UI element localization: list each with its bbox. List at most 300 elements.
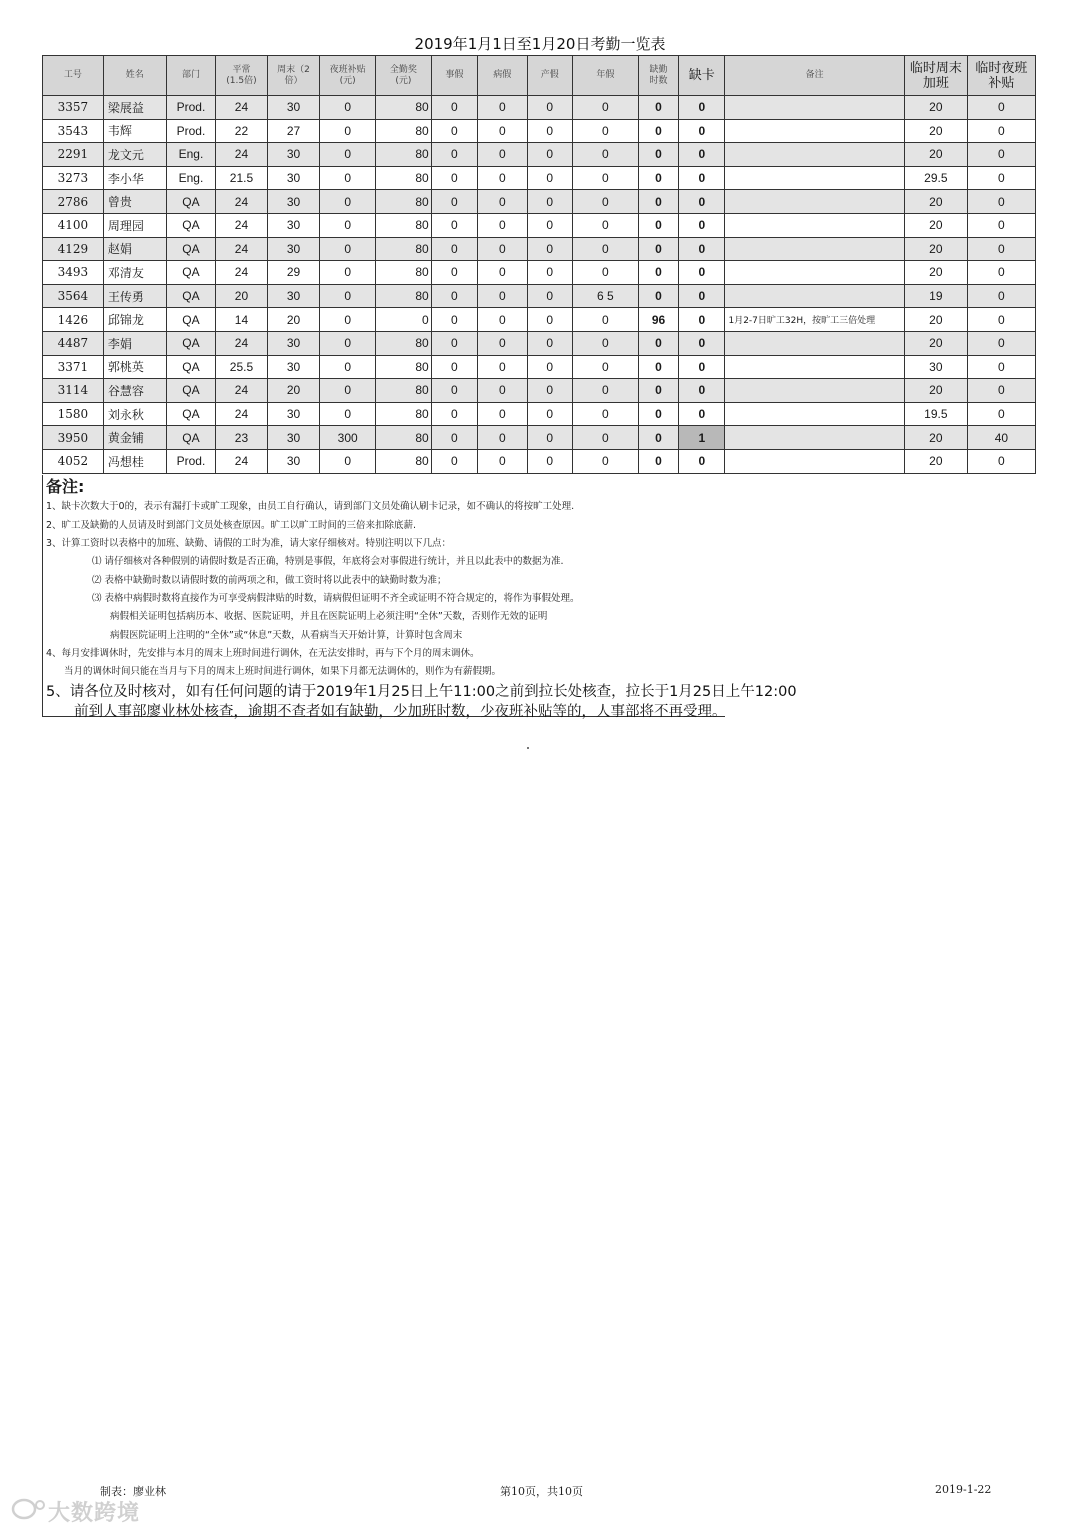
- col-header-temp-night-allowance: 临时夜班 补贴: [967, 56, 1035, 96]
- cell-name: 赵娟: [103, 237, 166, 261]
- cell-annual-leave: 0: [572, 331, 638, 355]
- cell-missed-card: 0: [679, 261, 725, 285]
- cell-ot-weekend: 30: [267, 190, 320, 214]
- cell-annual-leave: 0: [572, 449, 638, 473]
- cell-maternity-leave: 0: [527, 308, 572, 332]
- cell-ot-weekend: 30: [267, 402, 320, 426]
- cell-night-allowance: 0: [320, 308, 376, 332]
- cell-remark: [725, 331, 904, 355]
- cell-ot-weekend: 20: [267, 308, 320, 332]
- cell-personal-leave: 0: [431, 379, 477, 403]
- table-row: [43, 426, 1036, 450]
- cell-id: 4487: [43, 331, 104, 355]
- cell-attendance-bonus: 80: [376, 355, 432, 379]
- cell-attendance-bonus: 80: [376, 449, 432, 473]
- cell-attendance-bonus: 0: [376, 308, 432, 332]
- cell-annual-leave: 0: [572, 96, 638, 120]
- cell-annual-leave: 0: [572, 119, 638, 143]
- cell-remark: [725, 237, 904, 261]
- cell-temp-night-allowance: 0: [967, 331, 1035, 355]
- cell-personal-leave: 0: [431, 426, 477, 450]
- cell-ot-normal: 24: [216, 449, 268, 473]
- cell-temp-night-allowance: 0: [967, 166, 1035, 190]
- cell-night-allowance: 0: [320, 166, 376, 190]
- cell-attendance-bonus: 80: [376, 237, 432, 261]
- col-header-remark: 备注: [725, 56, 904, 96]
- cell-ot-weekend: 30: [267, 449, 320, 473]
- cell-ot-normal: 24: [216, 96, 268, 120]
- cell-missed-card: 0: [679, 331, 725, 355]
- note-3: 3、计算工资时以表格中的加班、缺勤、请假的工时为准，请大家仔细核对。特别注明以下几点：: [46, 538, 452, 549]
- cell-absence-hours: 0: [638, 355, 678, 379]
- cell-temp-night-allowance: 0: [967, 261, 1035, 285]
- cell-temp-night-allowance: 0: [967, 143, 1035, 167]
- cell-name: 李娟: [103, 331, 166, 355]
- cell-temp-night-allowance: 0: [967, 96, 1035, 120]
- table-row: [43, 308, 1036, 332]
- cell-remark: [725, 143, 904, 167]
- cell-ot-weekend: 30: [267, 96, 320, 120]
- table-row: [43, 402, 1036, 426]
- cell-ot-weekend: 20: [267, 379, 320, 403]
- scan-speck: [527, 747, 529, 749]
- cell-absence-hours: 0: [638, 96, 678, 120]
- cell-personal-leave: 0: [431, 143, 477, 167]
- page-title: 2019年1月1日至1月20日考勤一览表: [414, 35, 666, 53]
- cell-temp-night-allowance: 0: [967, 119, 1035, 143]
- note-3-2: ⑵ 表格中缺勤时数以请假时数的前两项之和，做工资时将以此表中的缺勤时数为准；: [92, 575, 447, 586]
- cell-remark: [725, 355, 904, 379]
- cell-missed-card: 0: [679, 237, 725, 261]
- cell-ot-weekend: 30: [267, 426, 320, 450]
- cell-temp-weekend-ot: 19: [904, 284, 967, 308]
- cell-personal-leave: 0: [431, 119, 477, 143]
- cell-remark: [725, 96, 904, 120]
- cell-annual-leave: 0: [572, 355, 638, 379]
- cell-temp-weekend-ot: 20: [904, 119, 967, 143]
- cell-attendance-bonus: 80: [376, 402, 432, 426]
- cell-sick-leave: 0: [478, 284, 527, 308]
- cell-ot-weekend: 30: [267, 237, 320, 261]
- cell-sick-leave: 0: [478, 190, 527, 214]
- cell-name: 梁展益: [103, 96, 166, 120]
- cell-night-allowance: 0: [320, 96, 376, 120]
- cell-maternity-leave: 0: [527, 284, 572, 308]
- cell-name: 邓清友: [103, 261, 166, 285]
- cell-remark: [725, 449, 904, 473]
- cell-annual-leave: 0: [572, 143, 638, 167]
- cell-maternity-leave: 0: [527, 261, 572, 285]
- cell-maternity-leave: 0: [527, 379, 572, 403]
- cell-absence-hours: 0: [638, 331, 678, 355]
- cell-personal-leave: 0: [431, 190, 477, 214]
- cell-attendance-bonus: 80: [376, 143, 432, 167]
- footer-date: 2019-1-22: [935, 1483, 992, 1496]
- cell-name: 刘永秋: [103, 402, 166, 426]
- cell-remark: [725, 190, 904, 214]
- col-header-personal-leave: 事假: [431, 56, 477, 96]
- attendance-table: [42, 55, 1036, 474]
- cell-id: 3357: [43, 96, 104, 120]
- note-5-line-2: 前到人事部廖业林处核查，逾期不查者如有缺勤，少加班时数，少夜班补贴等的，人事部将不再受理。: [74, 704, 727, 720]
- cell-sick-leave: 0: [478, 261, 527, 285]
- cell-temp-weekend-ot: 29.5: [904, 166, 967, 190]
- cell-night-allowance: 0: [320, 355, 376, 379]
- cell-dept: Prod.: [166, 119, 215, 143]
- cell-missed-card: 0: [679, 96, 725, 120]
- cell-night-allowance: 0: [320, 449, 376, 473]
- cell-annual-leave: 0: [572, 190, 638, 214]
- cell-temp-night-allowance: 40: [967, 426, 1035, 450]
- cell-personal-leave: 0: [431, 213, 477, 237]
- cell-absence-hours: 96: [638, 308, 678, 332]
- cell-missed-card: 0: [679, 379, 725, 403]
- cell-maternity-leave: 0: [527, 355, 572, 379]
- footer-page: 第10页，共10页: [500, 1485, 583, 1498]
- table-row: [43, 143, 1036, 167]
- note-3-4: 病假相关证明包括病历本、收据、医院证明，并且在医院证明上必须注明“全休”天数，否则作无效的证明: [110, 611, 548, 622]
- cell-ot-normal: 24: [216, 261, 268, 285]
- cell-temp-weekend-ot: 20: [904, 331, 967, 355]
- cell-name: 韦辉: [103, 119, 166, 143]
- cell-ot-weekend: 30: [267, 166, 320, 190]
- watermark-text: 大数跨境: [48, 1501, 141, 1526]
- cell-temp-night-allowance: 0: [967, 190, 1035, 214]
- cell-night-allowance: 0: [320, 119, 376, 143]
- cell-temp-night-allowance: 0: [967, 213, 1035, 237]
- cell-name: 龙文元: [103, 143, 166, 167]
- cell-name: 周理园: [103, 213, 166, 237]
- table-row: [43, 96, 1036, 120]
- cell-maternity-leave: 0: [527, 237, 572, 261]
- cell-maternity-leave: 0: [527, 402, 572, 426]
- cell-dept: QA: [166, 426, 215, 450]
- note-4: 4、每月安排调休时，先安排与本月的周末上班时间进行调休，在无法安排时，再与下个月的周末调休。: [46, 648, 480, 659]
- cell-night-allowance: 0: [320, 143, 376, 167]
- cell-temp-night-allowance: 0: [967, 355, 1035, 379]
- table-row: [43, 449, 1036, 473]
- cell-id: 4100: [43, 213, 104, 237]
- cell-temp-weekend-ot: 20: [904, 261, 967, 285]
- cell-dept: QA: [166, 308, 215, 332]
- cell-temp-night-allowance: 0: [967, 379, 1035, 403]
- cell-annual-leave: 0: [572, 261, 638, 285]
- col-header-name: 姓名: [103, 56, 166, 96]
- cell-dept: Eng.: [166, 143, 215, 167]
- cell-dept: QA: [166, 402, 215, 426]
- cell-sick-leave: 0: [478, 331, 527, 355]
- cell-ot-normal: 24: [216, 213, 268, 237]
- note-1: 1、缺卡次数大于0的，表示有漏打卡或旷工现象，由员工自行确认，请到部门文员处确认刷卡记录，如不确认的将按旷工处理.: [46, 501, 575, 512]
- cell-maternity-leave: 0: [527, 426, 572, 450]
- cell-sick-leave: 0: [478, 402, 527, 426]
- cell-ot-normal: 21.5: [216, 166, 268, 190]
- cell-attendance-bonus: 80: [376, 261, 432, 285]
- cell-night-allowance: 300: [320, 426, 376, 450]
- cell-absence-hours: 0: [638, 166, 678, 190]
- cell-absence-hours: 0: [638, 449, 678, 473]
- cell-sick-leave: 0: [478, 119, 527, 143]
- footer-maker: 制表：廖业林: [100, 1485, 166, 1498]
- cell-temp-night-allowance: 0: [967, 402, 1035, 426]
- cell-dept: Prod.: [166, 96, 215, 120]
- cell-maternity-leave: 0: [527, 96, 572, 120]
- table-row: [43, 379, 1036, 403]
- cell-ot-weekend: 29: [267, 261, 320, 285]
- cell-ot-weekend: 30: [267, 284, 320, 308]
- cell-name: 谷慧容: [103, 379, 166, 403]
- cell-annual-leave: 0: [572, 308, 638, 332]
- cell-name: 邱锦龙: [103, 308, 166, 332]
- cell-attendance-bonus: 80: [376, 213, 432, 237]
- table-header-row: [43, 56, 1036, 96]
- cell-remark: [725, 402, 904, 426]
- cell-ot-normal: 14: [216, 308, 268, 332]
- cell-attendance-bonus: 80: [376, 426, 432, 450]
- cell-absence-hours: 0: [638, 426, 678, 450]
- cell-ot-weekend: 30: [267, 213, 320, 237]
- cell-absence-hours: 0: [638, 119, 678, 143]
- cell-remark: [725, 284, 904, 308]
- cell-personal-leave: 0: [431, 96, 477, 120]
- cell-temp-weekend-ot: 20: [904, 308, 967, 332]
- cell-night-allowance: 0: [320, 402, 376, 426]
- col-header-sick-leave: 病假: [478, 56, 527, 96]
- cell-remark: [725, 119, 904, 143]
- cell-sick-leave: 0: [478, 449, 527, 473]
- cell-dept: Prod.: [166, 449, 215, 473]
- cell-ot-normal: 24: [216, 237, 268, 261]
- cell-night-allowance: 0: [320, 190, 376, 214]
- cell-missed-card: 0: [679, 166, 725, 190]
- cell-ot-weekend: 27: [267, 119, 320, 143]
- cell-dept: QA: [166, 379, 215, 403]
- cell-absence-hours: 0: [638, 143, 678, 167]
- cell-annual-leave: 0: [572, 402, 638, 426]
- cell-night-allowance: 0: [320, 284, 376, 308]
- cell-ot-weekend: 30: [267, 331, 320, 355]
- cell-temp-weekend-ot: 19.5: [904, 402, 967, 426]
- table-row: [43, 213, 1036, 237]
- notes-title: 备注:: [46, 477, 85, 496]
- col-header-temp-weekend-ot: 临时周末 加班: [904, 56, 967, 96]
- cell-personal-leave: 0: [431, 261, 477, 285]
- cell-ot-normal: 20: [216, 284, 268, 308]
- cell-ot-normal: 24: [216, 190, 268, 214]
- cell-personal-leave: 0: [431, 402, 477, 426]
- cell-id: 3114: [43, 379, 104, 403]
- cell-missed-card: 0: [679, 190, 725, 214]
- cell-maternity-leave: 0: [527, 166, 572, 190]
- cell-remark: [725, 261, 904, 285]
- note-3-5: 病假医院证明上注明的“全休”或“休息”天数，从看病当天开始计算，计算时包含周末: [110, 630, 463, 641]
- col-header-absence-hours: 缺勤 时数: [638, 56, 678, 96]
- col-header-annual-leave: 年假: [572, 56, 638, 96]
- cell-temp-weekend-ot: 20: [904, 213, 967, 237]
- cell-dept: QA: [166, 284, 215, 308]
- cell-maternity-leave: 0: [527, 190, 572, 214]
- cell-annual-leave: 0: [572, 426, 638, 450]
- cell-missed-card: 0: [679, 284, 725, 308]
- cell-personal-leave: 0: [431, 331, 477, 355]
- cell-night-allowance: 0: [320, 379, 376, 403]
- cell-dept: QA: [166, 213, 215, 237]
- cell-attendance-bonus: 80: [376, 96, 432, 120]
- cell-absence-hours: 0: [638, 379, 678, 403]
- cell-id: 1580: [43, 402, 104, 426]
- cell-personal-leave: 0: [431, 308, 477, 332]
- col-header-ot-normal: 平常 (1.5倍): [216, 56, 268, 96]
- table-row: [43, 331, 1036, 355]
- cell-ot-weekend: 30: [267, 143, 320, 167]
- cell-night-allowance: 0: [320, 261, 376, 285]
- cell-temp-night-allowance: 0: [967, 308, 1035, 332]
- cell-maternity-leave: 0: [527, 449, 572, 473]
- cell-id: 2291: [43, 143, 104, 167]
- cell-attendance-bonus: 80: [376, 379, 432, 403]
- note-3-3: ⑶ 表格中病假时数将直接作为可享受病假津贴的时数，请病假但证明不齐全或证明不符合规定的，将作为事假处理。: [92, 593, 580, 604]
- col-header-maternity-leave: 产假: [527, 56, 572, 96]
- cell-dept: QA: [166, 261, 215, 285]
- cell-id: 4129: [43, 237, 104, 261]
- cell-sick-leave: 0: [478, 213, 527, 237]
- cell-temp-weekend-ot: 20: [904, 237, 967, 261]
- cell-annual-leave: 0: [572, 237, 638, 261]
- cell-id: 2786: [43, 190, 104, 214]
- cell-night-allowance: 0: [320, 237, 376, 261]
- cell-ot-weekend: 30: [267, 355, 320, 379]
- cell-ot-normal: 24: [216, 402, 268, 426]
- cell-temp-weekend-ot: 20: [904, 190, 967, 214]
- cell-missed-card: 0: [679, 119, 725, 143]
- cell-attendance-bonus: 80: [376, 284, 432, 308]
- cell-absence-hours: 0: [638, 261, 678, 285]
- cell-id: 3950: [43, 426, 104, 450]
- cell-dept: QA: [166, 331, 215, 355]
- cell-annual-leave: 0: [572, 379, 638, 403]
- cell-sick-leave: 0: [478, 426, 527, 450]
- note-3-1: ⑴ 请仔细核对各种假别的请假时数是否正确，特别是事假，年底将会对事假进行统计，并且以此表中的数据为准.: [92, 556, 564, 567]
- cell-personal-leave: 0: [431, 449, 477, 473]
- table-row: [43, 261, 1036, 285]
- cell-absence-hours: 0: [638, 402, 678, 426]
- cell-missed-card: 0: [679, 143, 725, 167]
- cell-missed-card: 0: [679, 308, 725, 332]
- cell-attendance-bonus: 80: [376, 119, 432, 143]
- cell-night-allowance: 0: [320, 331, 376, 355]
- cell-sick-leave: 0: [478, 166, 527, 190]
- col-header-id: 工号: [43, 56, 104, 96]
- cell-temp-night-allowance: 0: [967, 237, 1035, 261]
- table-row: [43, 190, 1036, 214]
- cell-attendance-bonus: 80: [376, 331, 432, 355]
- cell-name: 黄金铺: [103, 426, 166, 450]
- cell-ot-normal: 24: [216, 379, 268, 403]
- cell-sick-leave: 0: [478, 379, 527, 403]
- cell-temp-weekend-ot: 20: [904, 449, 967, 473]
- cell-sick-leave: 0: [478, 96, 527, 120]
- cell-dept: Eng.: [166, 166, 215, 190]
- cell-id: 3371: [43, 355, 104, 379]
- cell-annual-leave: 6 5: [572, 284, 638, 308]
- cell-remark: [725, 426, 904, 450]
- cell-id: 4052: [43, 449, 104, 473]
- cell-id: 3564: [43, 284, 104, 308]
- cell-missed-card: 0: [679, 355, 725, 379]
- note-4-1: 当月的调休时间只能在当月与下月的周末上班时间进行调休，如果下月都无法调休的，则作为有薪假期。: [64, 666, 502, 677]
- cell-name: 王传勇: [103, 284, 166, 308]
- cell-ot-normal: 24: [216, 143, 268, 167]
- note-5-line-1: 5、请各位及时核对，如有任何问题的请于2019年1月25日上午11:00之前到拉长处核查，拉长于1月25日上午12:00: [46, 684, 797, 700]
- cell-maternity-leave: 0: [527, 143, 572, 167]
- cell-temp-night-allowance: 0: [967, 284, 1035, 308]
- cell-ot-normal: 24: [216, 331, 268, 355]
- cell-sick-leave: 0: [478, 308, 527, 332]
- cell-ot-normal: 23: [216, 426, 268, 450]
- cell-id: 3273: [43, 166, 104, 190]
- cell-personal-leave: 0: [431, 284, 477, 308]
- cell-absence-hours: 0: [638, 284, 678, 308]
- cell-remark: [725, 379, 904, 403]
- cell-name: 郭桃英: [103, 355, 166, 379]
- cell-sick-leave: 0: [478, 143, 527, 167]
- cell-id: 3543: [43, 119, 104, 143]
- cell-missed-card: 0: [679, 402, 725, 426]
- cell-missed-card: 0: [679, 213, 725, 237]
- cell-temp-weekend-ot: 20: [904, 379, 967, 403]
- cell-temp-weekend-ot: 20: [904, 426, 967, 450]
- cell-annual-leave: 0: [572, 213, 638, 237]
- cell-id: 3493: [43, 261, 104, 285]
- cell-remark: [725, 213, 904, 237]
- cell-name: 曾贵: [103, 190, 166, 214]
- note-2: 2、旷工及缺勤的人员请及时到部门文员处核查原因。旷工以旷工时间的三倍来扣除底薪.: [46, 520, 417, 531]
- cell-maternity-leave: 0: [527, 119, 572, 143]
- cell-annual-leave: 0: [572, 166, 638, 190]
- col-header-missed-card: 缺卡: [679, 56, 725, 96]
- cell-remark: [725, 166, 904, 190]
- col-header-attendance-bonus: 全勤奖 (元): [376, 56, 432, 96]
- cell-attendance-bonus: 80: [376, 166, 432, 190]
- cell-night-allowance: 0: [320, 213, 376, 237]
- cell-dept: QA: [166, 237, 215, 261]
- cell-dept: QA: [166, 190, 215, 214]
- watermark-logo-icon: [10, 1497, 50, 1521]
- table-row: [43, 166, 1036, 190]
- cell-attendance-bonus: 80: [376, 190, 432, 214]
- cell-personal-leave: 0: [431, 355, 477, 379]
- cell-personal-leave: 0: [431, 237, 477, 261]
- cell-name: 冯想桂: [103, 449, 166, 473]
- table-row: [43, 355, 1036, 379]
- table-row: [43, 237, 1036, 261]
- cell-temp-weekend-ot: 20: [904, 96, 967, 120]
- cell-absence-hours: 0: [638, 190, 678, 214]
- cell-temp-night-allowance: 0: [967, 449, 1035, 473]
- col-header-night-allowance: 夜班补贴 (元): [320, 56, 376, 96]
- cell-missed-card: 0: [679, 449, 725, 473]
- cell-ot-normal: 25.5: [216, 355, 268, 379]
- cell-absence-hours: 0: [638, 213, 678, 237]
- cell-temp-weekend-ot: 30: [904, 355, 967, 379]
- table-row: [43, 119, 1036, 143]
- cell-sick-leave: 0: [478, 355, 527, 379]
- cell-absence-hours: 0: [638, 237, 678, 261]
- table-row: [43, 284, 1036, 308]
- cell-sick-leave: 0: [478, 237, 527, 261]
- cell-temp-weekend-ot: 20: [904, 143, 967, 167]
- col-header-dept: 部门: [166, 56, 215, 96]
